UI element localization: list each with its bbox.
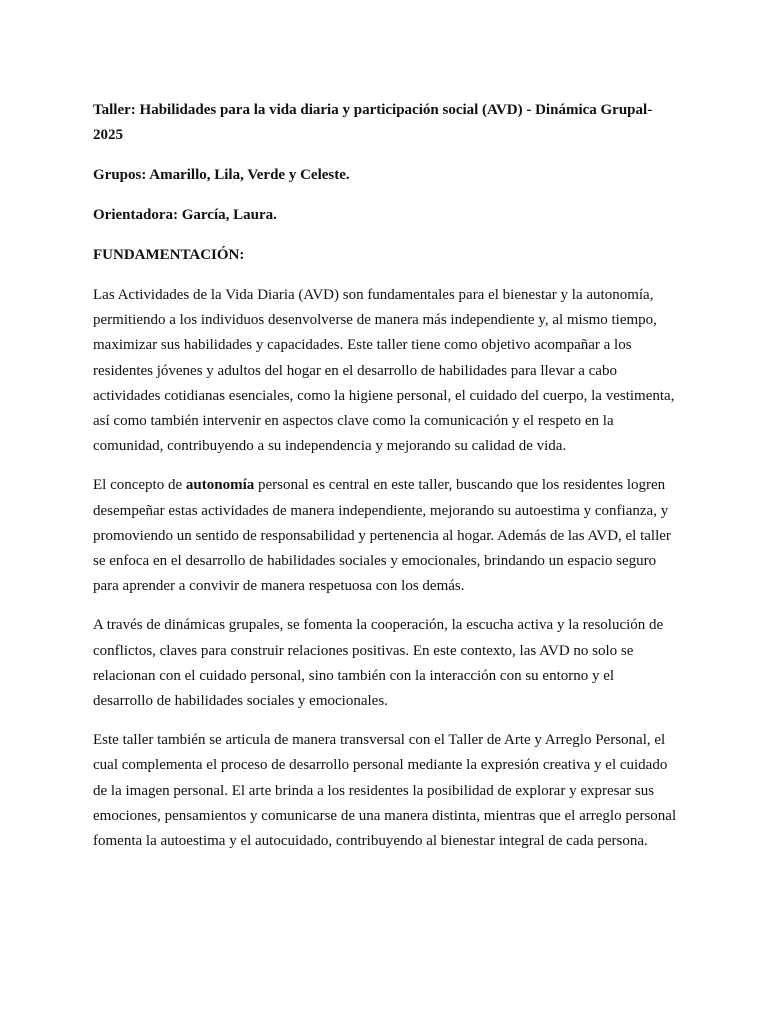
advisor-line: Orientadora: García, Laura. [93,207,277,223]
paragraph-2 [93,473,677,599]
paragraph-1: Las Actividades de la Vida Diaria (AVD) son fundamentales para el bienestar y la autonomía, permitiendo a los individuos desenvolverse de manera más independiente y, al mismo tiempo, maximizar sus habilidades y capacidades. Este taller tiene como objetivo acompañar a los residentes jóvenes y adultos del hogar en el desarrollo de habilidades para llevar a cabo actividades cotidianas esenciales, como la higiene personal, el cuidado del cuerpo, la vestimenta, así como también intervenir en aspectos clave como la comunicación y el respeto en la comunidad, contribuyendo a su independencia y mejorando su calidad de vida. [93,287,675,455]
paragraph-3: A través de dinámicas grupales, se fomenta la cooperación, la escucha activa y la resolución de conflictos, claves para construir relaciones positivas. En este contexto, las AVD no solo se relacionan con el cuidado personal, sino también con la interacción con su entorno y el desarrollo de habilidades sociales y emocionales. [93,617,664,710]
document-page [93,98,677,868]
paragraph-2-text-start: El concepto de [93,477,186,494]
paragraph-4: Este taller también se articula de manera transversal con el Taller de Arte y Arreglo Personal, el cual complementa el proceso de desarrollo personal mediante la expresión creativa y el cuidado de la imagen personal. El arte brinda a los residentes la posibilidad de explorar y expresar sus emociones, pensamientos y comunicarse de una manera distinta, mientras que el arreglo personal fomenta la autoestima y el autocuidado, contribuyendo al bienestar integral de cada persona. [93,732,677,850]
groups-line: Grupos: Amarillo, Lila, Verde y Celeste. [93,167,350,183]
paragraph-2-text-end: personal es central en este taller, buscando que los residentes logren desempeñar estas actividades de manera independiente, mejorando su autoestima y confianza, y promoviendo un sentido de responsabilidad y pertenencia al hogar. Además de las AVD, el taller se enfoca en el desarrollo de habilidades sociales y emocionales, brindando un espacio seguro para aprender a convivir de manera respetuosa con los demás. [93,477,671,595]
document-title: Taller: Habilidades para la vida diaria y participación social (AVD) - Dinámica Grupal- 2025 [93,102,653,143]
paragraph-2-bold-term: autonomía [185,477,255,494]
section-heading: FUNDAMENTACIÓN: [93,247,245,263]
